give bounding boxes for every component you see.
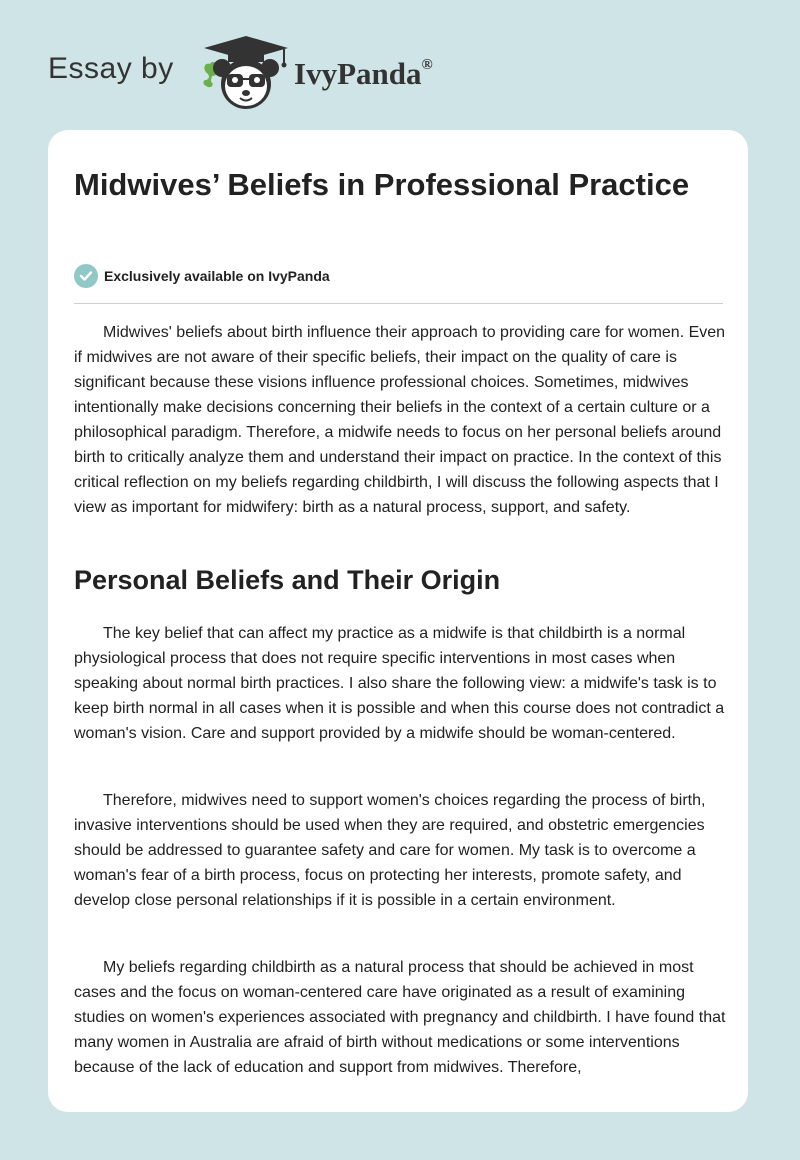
registered-mark: ® <box>421 56 433 73</box>
paragraph-intro: Midwives' beliefs about birth influence their approach to providing care for women. Even if midwives are not aware of their specific beliefs, their impact on the quality of care is significant because these visions influence professional choices. Sometimes, midwives intentionally make decisions concerning their beliefs in the context of a certain culture or a philosophical paradigm. Therefore, a midwife needs to focus on her personal beliefs around birth to critically analyze them and understand their impact on practice. In the context of this critical reflection on my beliefs regarding childbirth, I will discuss the following aspects that I view as important for midwifery: birth as a natural process, support, and safety. <box>74 324 726 516</box>
page-title: Midwives’ Beliefs in Professional Practice <box>74 167 690 202</box>
paragraph: The key belief that can affect my practice as a midwife is that childbirth is a normal physiological process that does not require specific interventions in most cases when speaking about normal birth practices. I also share the following view: a midwife's task is to keep birth normal in all cases when it is possible and when this course does not contradict a woman's vision. Care and support provided by a midwife should be woman-centered. <box>74 625 725 742</box>
exclusive-badge <box>74 264 330 288</box>
brand-name[interactable] <box>294 56 433 92</box>
essay-by-label: Essay by <box>48 52 174 85</box>
brand-label: IvyPanda <box>294 56 422 91</box>
exclusive-badge-label: Exclusively available on IvyPanda <box>104 268 330 284</box>
paragraph: My beliefs regarding childbirth as a natural process that should be achieved in most cases and the focus on woman-centered care have originated as a result of examining studies on women's experiences associated with pregnancy and childbirth. I have found that many women in Australia are afraid of birth without medications or some interventions because of the lack of education and support from midwives. Therefore, <box>74 959 726 1076</box>
paragraph: Therefore, midwives need to support women's choices regarding the process of birth, invasive interventions should be used when they are required, and obstetric emergencies should be addressed to guarantee safety and care for women. My task is to overcome a woman's fear of a birth process, focus on protecting her interests, promote safety, and develop close personal relationships if it is possible in a certain environment. <box>74 792 706 909</box>
essay-card <box>48 130 748 1112</box>
check-circle-icon <box>74 264 98 288</box>
section-heading: Personal Beliefs and Their Origin <box>74 565 501 595</box>
site-header <box>0 0 800 120</box>
ivypanda-logo-icon[interactable] <box>200 34 292 115</box>
divider <box>74 303 723 304</box>
